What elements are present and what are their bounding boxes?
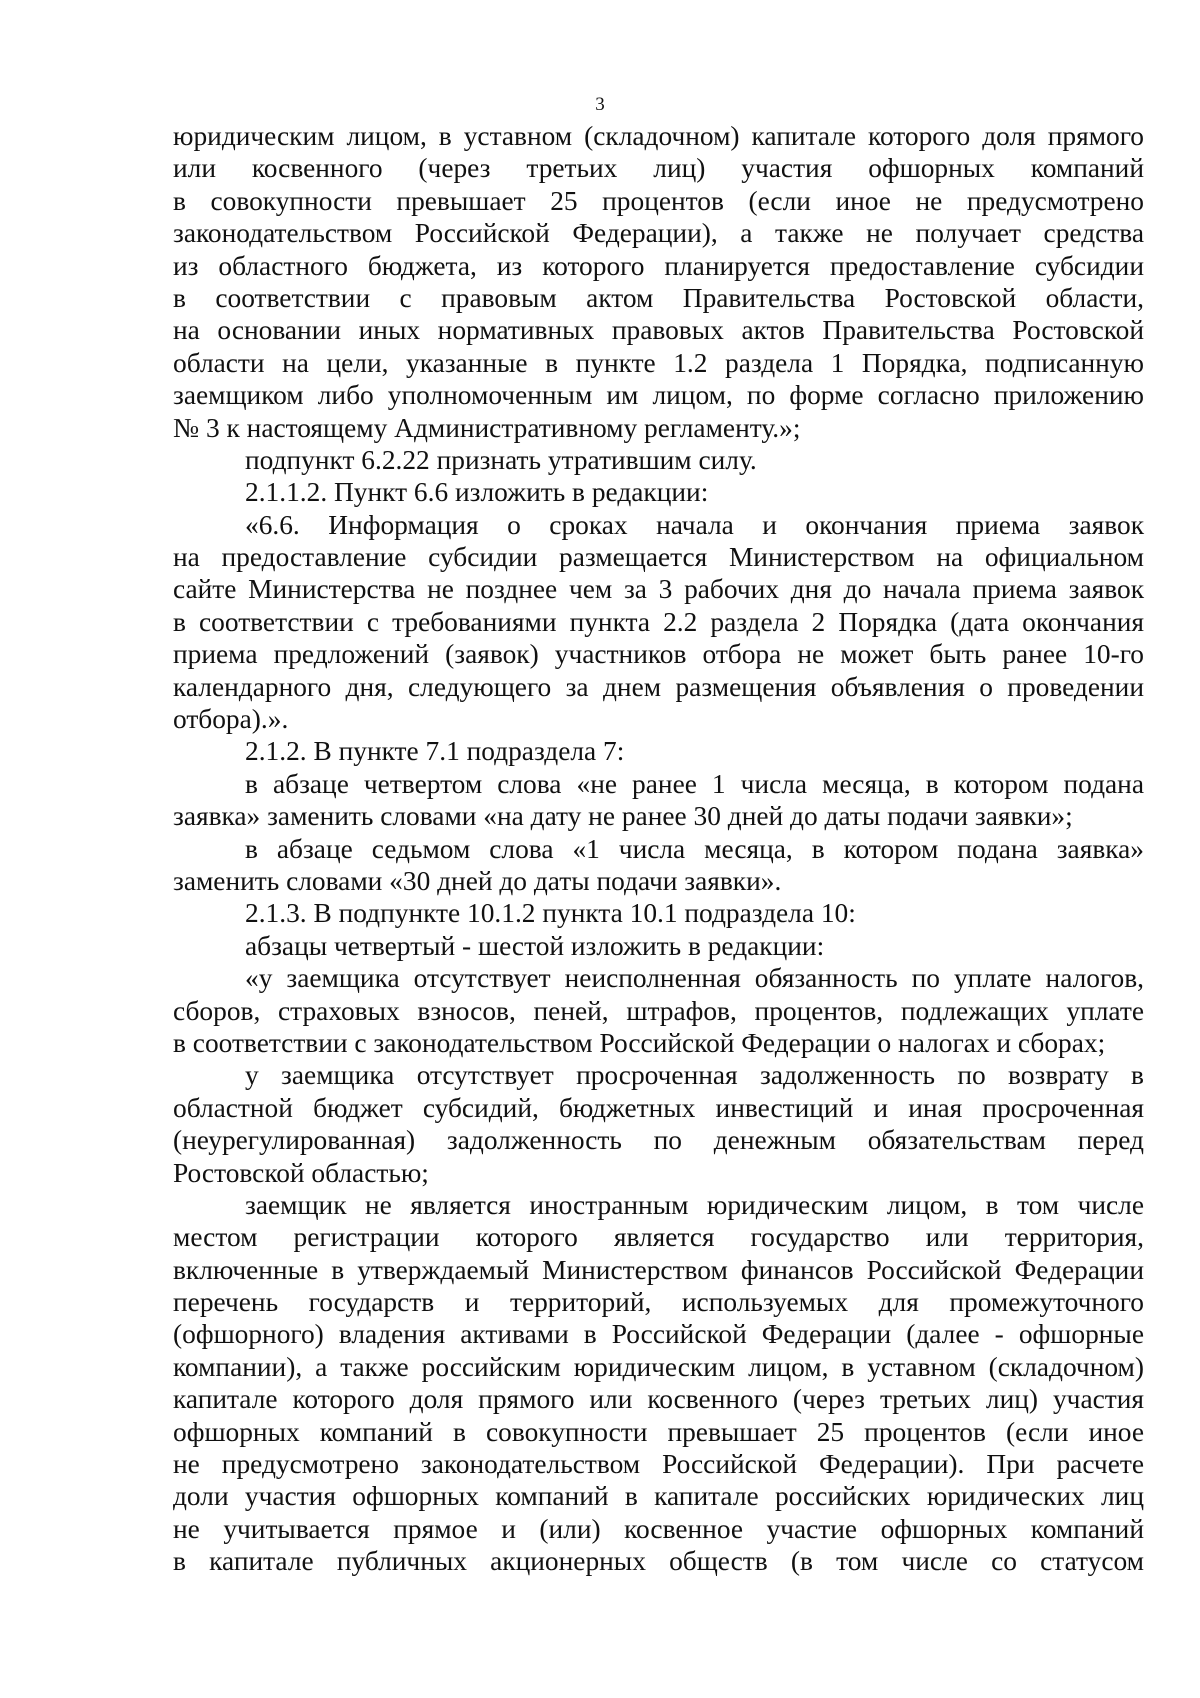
text-line: в соответствии с требованиями пункта 2.2 раздела 2 Порядка (дата окончания bbox=[173, 606, 1144, 637]
text-line: офшорных компаний в совокупности превышает 25 процентов (если иное bbox=[173, 1416, 1144, 1447]
text-line: перечень государств и территорий, используемых для промежуточного bbox=[173, 1287, 1144, 1318]
text-line: № 3 к настоящему Административному регламенту.»; bbox=[173, 412, 801, 443]
text-line: 2.1.1.2. Пункт 6.6 изложить в редакции: bbox=[245, 477, 709, 508]
text-line: законодательством Российской Федерации), а также не получает средства bbox=[173, 218, 1144, 249]
text-line: приема предложений (заявок) участников отбора не может быть ранее 10-го bbox=[173, 639, 1144, 670]
text-line: в абзаце четвертом слова «не ранее 1 числа месяца, в котором подана bbox=[245, 768, 1144, 799]
text-line: или косвенного (через третьих лиц) участия офшорных компаний bbox=[173, 153, 1144, 184]
document-body bbox=[173, 120, 1144, 1578]
text-line: заявка» заменить словами «на дату не ранее 30 дней до даты подачи заявки»; bbox=[173, 801, 1073, 832]
text-line: в соответствии с законодательством Российской Федерации о налогах и сборах; bbox=[173, 1027, 1106, 1058]
text-line: (неурегулированная) задолженность по денежным обязательствам перед bbox=[173, 1125, 1144, 1156]
text-line: включенные в утверждаемый Министерством финансов Российской Федерации bbox=[173, 1254, 1144, 1285]
text-line: местом регистрации которого является государство или территория, bbox=[173, 1222, 1144, 1253]
page-number: 3 bbox=[595, 94, 605, 115]
text-line: (офшорного) владения активами в Российской Федерации (далее - офшорные bbox=[173, 1319, 1144, 1350]
text-line: не учитывается прямое и (или) косвенное участие офшорных компаний bbox=[173, 1513, 1144, 1544]
text-line: в абзаце седьмом слова «1 числа месяца, в котором подана заявка» bbox=[245, 833, 1144, 864]
text-line: капитале которого доля прямого или косвенного (через третьих лиц) участия bbox=[173, 1384, 1144, 1415]
text-line: «у заемщика отсутствует неисполненная обязанность по уплате налогов, bbox=[245, 963, 1144, 994]
text-line: отбора).». bbox=[173, 704, 289, 735]
text-line: заменить словами «30 дней до даты подачи заявки». bbox=[173, 865, 782, 896]
text-line: на основании иных нормативных правовых актов Правительства Ростовской bbox=[173, 315, 1144, 346]
text-line: календарного дня, следующего за днем размещения объявления о проведении bbox=[173, 671, 1144, 702]
text-line: заемщиком либо уполномоченным им лицом, по форме согласно приложению bbox=[173, 380, 1144, 411]
text-line: из областного бюджета, из которого планируется предоставление субсидии bbox=[173, 250, 1144, 281]
text-line: не предусмотрено законодательством Российской Федерации). При расчете bbox=[173, 1449, 1144, 1480]
text-line: областной бюджет субсидий, бюджетных инвестиций и иная просроченная bbox=[173, 1092, 1144, 1123]
text-line: компании), а также российским юридическим лицом, в уставном (складочном) bbox=[173, 1351, 1144, 1382]
text-line: сборов, страховых взносов, пеней, штрафов, процентов, подлежащих уплате bbox=[173, 995, 1144, 1026]
text-line: на предоставление субсидии размещается Министерством на официальном bbox=[173, 542, 1144, 573]
text-line: Ростовской областью; bbox=[173, 1157, 429, 1188]
text-line: области на цели, указанные в пункте 1.2 раздела 1 Порядка, подписанную bbox=[173, 347, 1144, 378]
text-line: в соответствии с правовым актом Правительства Ростовской области, bbox=[173, 282, 1144, 313]
text-line: у заемщика отсутствует просроченная задолженность по возврату в bbox=[245, 1060, 1144, 1091]
text-line: юридическим лицом, в уставном (складочном) капитале которого доля прямого bbox=[173, 121, 1144, 151]
text-line: сайте Министерства не позднее чем за 3 рабочих дня до начала приема заявок bbox=[173, 574, 1144, 605]
text-line: 2.1.2. В пункте 7.1 подраздела 7: bbox=[245, 736, 625, 767]
text-line: доли участия офшорных компаний в капитале российских юридических лиц bbox=[173, 1481, 1144, 1512]
text-line: заемщик не является иностранным юридическим лицом, в том числе bbox=[245, 1189, 1144, 1220]
text-line: в капитале публичных акционерных обществ (в том числе со статусом bbox=[173, 1546, 1144, 1577]
text-line: абзацы четвертый - шестой изложить в редакции: bbox=[245, 930, 825, 961]
text-line: «6.6. Информация о сроках начала и окончания приема заявок bbox=[245, 509, 1144, 540]
text-line: в совокупности превышает 25 процентов (если иное не предусмотрено bbox=[173, 185, 1144, 216]
text-line: 2.1.3. В подпункте 10.1.2 пункта 10.1 подраздела 10: bbox=[245, 898, 856, 929]
text-line: подпункт 6.2.22 признать утратившим силу. bbox=[245, 444, 757, 475]
